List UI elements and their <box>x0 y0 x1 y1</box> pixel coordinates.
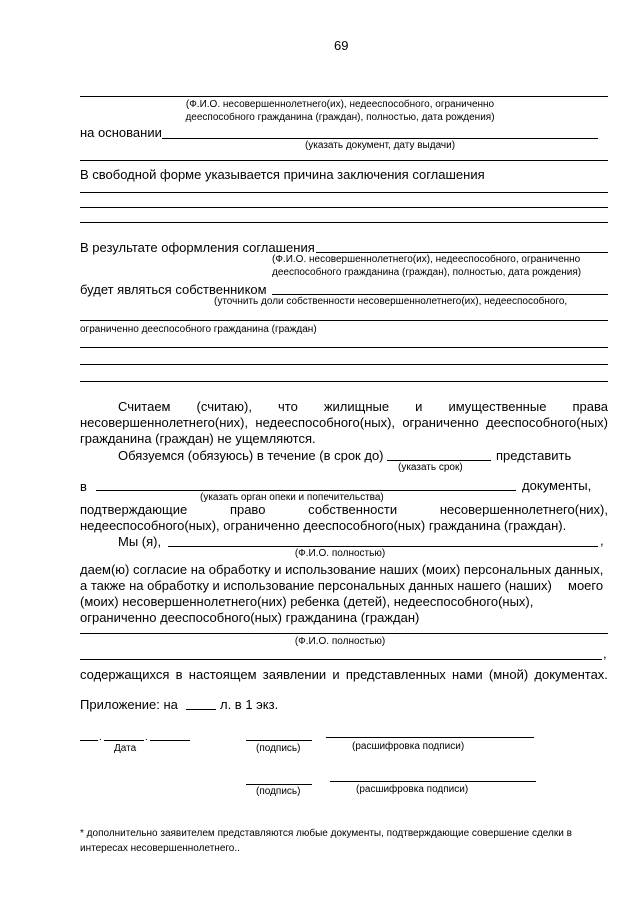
decode-hint: (расшифровка подписи) <box>352 741 465 752</box>
result-line[interactable] <box>316 252 608 253</box>
decode-hint-2: (расшифровка подписи) <box>356 784 469 795</box>
reason-line-2[interactable] <box>80 207 608 208</box>
reason-line-1[interactable] <box>80 192 608 193</box>
date-day-line[interactable] <box>80 740 98 741</box>
consent-line-1: даем(ю) согласие на обработку и использование наших (моих) персональных данных, <box>80 562 604 577</box>
consent-comma: , <box>603 646 607 661</box>
appendix-start: Приложение: на <box>80 697 178 712</box>
date-hint: Дата <box>114 743 137 754</box>
page-number: 69 <box>334 38 349 53</box>
organ-in-label: в <box>80 479 87 494</box>
basis-line-2[interactable] <box>80 160 608 161</box>
signature-line[interactable] <box>246 740 312 741</box>
signature-hint: (подпись) <box>256 743 301 754</box>
oblige-end: представить <box>496 448 572 463</box>
signature-hint-2: (подпись) <box>256 786 301 797</box>
we-fio-line[interactable] <box>168 546 598 547</box>
contained-line: содержащихся в настоящем заявлении и представленных нами (мной) документах. <box>80 667 608 682</box>
we-fio-hint: (Ф.И.О. полностью) <box>294 548 386 559</box>
we-label: Мы (я), <box>118 534 162 549</box>
ward-fio-hint-2: дееспособного гражданина (граждан), полностью, дата рождения) <box>185 112 495 123</box>
footnote-line-2: интересах несовершеннолетнего.. <box>80 843 240 854</box>
consider-line-1: Считаем (считаю), что жилищные и имущественные права <box>118 399 608 414</box>
owner-line-4[interactable] <box>80 364 608 365</box>
date-year-line[interactable] <box>150 740 190 741</box>
basis-line[interactable] <box>162 138 598 139</box>
result-hint-2: дееспособного гражданина (граждан), полностью, дата рождения) <box>272 267 582 278</box>
consent-line-4: ограниченно дееспособного(ных) гражданина (граждан) <box>80 610 420 625</box>
consent-fio-line-2[interactable] <box>80 659 602 660</box>
oblige-line-4: недееспособного(ных), ограниченно дееспособного(ных) гражданина (граждан). <box>80 518 567 533</box>
consider-line-2: несовершеннолетнего(них), недееспособного(ных), ограниченно дееспособного(ных) <box>80 415 608 430</box>
term-line[interactable] <box>387 460 491 461</box>
we-comma: , <box>600 533 604 548</box>
consent-fio-line[interactable] <box>80 633 608 634</box>
organ-hint: (указать орган опеки и попечительства) <box>200 492 384 503</box>
ward-fio-line[interactable] <box>80 96 608 97</box>
organ-line[interactable] <box>96 490 516 491</box>
owner-line-3[interactable] <box>80 347 608 348</box>
oblige-line-3: подтверждающие право собственности несовершеннолетнего(них), <box>80 502 608 517</box>
term-hint: (указать срок) <box>398 462 463 473</box>
result-label: В результате оформления соглашения <box>80 240 315 255</box>
result-hint-1: (Ф.И.О. несовершеннолетнего(их), недееспособного, ограниченно <box>272 254 581 265</box>
consent-fio-hint: (Ф.И.О. полностью) <box>294 636 386 647</box>
reason-line-3[interactable] <box>80 222 608 223</box>
reason-label: В свободной форме указывается причина заключения соглашения <box>80 167 485 182</box>
decode-line[interactable] <box>326 737 534 738</box>
docs-label: документы, <box>522 478 592 493</box>
basis-hint: (указать документ, дату выдачи) <box>304 140 456 151</box>
owner-hint-1: (уточнить доли собственности несовершеннолетнего(их), недееспособного, <box>214 296 568 307</box>
decode-line-2[interactable] <box>330 781 536 782</box>
oblige-start: Обязуемся (обязуюсь) в течение (в срок до) <box>118 448 384 463</box>
consider-line-3: гражданина (граждан) не ущемляются. <box>80 431 316 446</box>
ward-fio-hint-1: (Ф.И.О. несовершеннолетнего(их), недееспособного, ограниченно <box>185 99 495 110</box>
appendix-end: л. в 1 экз. <box>220 697 279 712</box>
signature-line-2[interactable] <box>246 784 312 785</box>
appendix-pages-line[interactable] <box>186 709 216 710</box>
owner-line-2[interactable] <box>80 320 608 321</box>
owner-line-5[interactable] <box>80 381 608 382</box>
owner-label: будет являться собственником <box>80 282 267 297</box>
owner-line[interactable] <box>272 294 608 295</box>
basis-label: на основании <box>80 125 162 140</box>
consent-line-3: (моих) несовершеннолетнего(них) ребенка (детей), недееспособного(ных), <box>80 594 534 609</box>
consent-line-2-end: моего <box>568 578 604 593</box>
footnote-line-1: * дополнительно заявителем представляются любые документы, подтверждающие совершение сделки в <box>80 828 572 839</box>
date-month-line[interactable] <box>104 740 144 741</box>
consent-line-2-start: а также на обработку и использование персональных данных нашего (наших) <box>80 578 552 593</box>
owner-hint-2: ограниченно дееспособного гражданина (граждан) <box>80 324 317 335</box>
